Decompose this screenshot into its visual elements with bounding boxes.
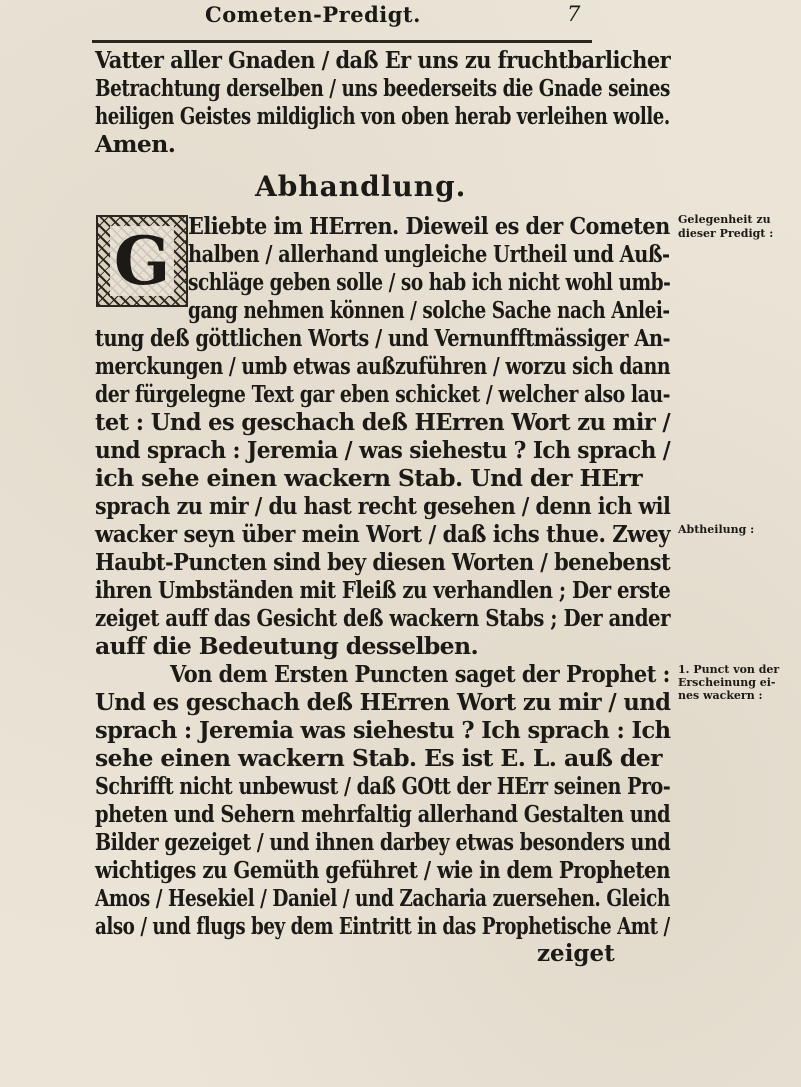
text-line: ihren Umbständen mit Fleiß zu verhandlen ; Der erste <box>95 576 671 604</box>
text-line: wichtiges zu Gemüth geführet / wie in dem Propheten <box>95 856 671 884</box>
margin-note: nes wackern : <box>678 689 763 702</box>
margin-note: 1. Punct von der <box>678 663 780 676</box>
text-line: Bilder gezeiget / und ihnen darbey etwas besonders und <box>95 828 671 856</box>
text-line: sehe einen wackern Stab. Es ist E. L. auß der <box>95 744 662 772</box>
running-header-title: Cometen-Predigt. <box>205 2 421 27</box>
text-line: merckungen / umb etwas außzuführen / worzu sich dann <box>95 352 671 380</box>
text-line: Vatter aller Gnaden / daß Er uns zu fruchtbarlicher <box>95 46 671 74</box>
text-line: tet : Und es geschach deß HErren Wort zu mir / <box>95 408 671 436</box>
text-line: wacker seyn über mein Wort / daß ichs thue. Zwey <box>95 520 670 548</box>
margin-note: Erscheinung ei- <box>678 676 776 689</box>
text-line: ich sehe einen wackern Stab. Und der HErr <box>95 464 642 492</box>
text-line: halben / allerhand ungleiche Urtheil und Auß- <box>188 240 670 268</box>
text-line: sprach zu mir / du hast recht gesehen / denn ich wil <box>95 492 671 520</box>
text-line: der fürgelegne Text gar eben schicket / welcher also lau- <box>95 380 670 408</box>
drop-cap-letter: G <box>110 226 174 296</box>
header-rule <box>92 40 592 43</box>
margin-note: dieser Predigt : <box>678 227 774 240</box>
text-line: sprach : Jeremia was siehestu ? Ich sprach : Ich <box>95 716 671 744</box>
text-line: Von dem Ersten Puncten saget der Prophet : <box>170 660 670 688</box>
text-line: tung deß göttlichen Worts / und Vernunfftmässiger An- <box>95 324 671 352</box>
text-line: also / und flugs bey dem Eintritt in das Prophetische Amt / <box>95 912 670 940</box>
text-line: Und es geschach deß HErren Wort zu mir / und <box>95 688 671 716</box>
text-line: Betrachtung derselben / uns beederseits die Gnade seines <box>95 74 670 102</box>
text-line: und sprach : Jeremia / was siehestu ? Ich sprach / <box>95 436 671 464</box>
section-heading: Abhandlung. <box>255 170 467 203</box>
margin-note: Gelegenheit zu <box>678 213 771 226</box>
ornamental-drop-cap <box>96 215 188 307</box>
text-line: pheten und Sehern mehrfaltig allerhand Gestalten und <box>95 800 671 828</box>
text-line: auff die Bedeutung desselben. <box>95 632 479 660</box>
catchword: zeiget <box>537 940 615 967</box>
text-line: Eliebte im HErren. Dieweil es der Cometen <box>188 212 670 240</box>
text-line: zeiget auff das Gesicht deß wackern Stabs ; Der ander <box>95 604 671 632</box>
text-line: gang nehmen können / solche Sache nach Anlei- <box>188 296 670 324</box>
margin-note: Abtheilung : <box>678 523 755 536</box>
text-line: Amos / Hesekiel / Daniel / und Zacharia zuersehen. Gleich <box>95 884 670 912</box>
text-line: Schrifft nicht unbewust / daß GOtt der HErr seinen Pro- <box>95 772 671 800</box>
text-line: heiligen Geistes mildiglich von oben herab verleihen wolle. <box>95 102 670 130</box>
text-line: schläge geben solle / so hab ich nicht wohl umb- <box>188 268 671 296</box>
page-number: 7 <box>567 2 581 26</box>
text-line: Haubt-Puncten sind bey diesen Worten / benebenst <box>95 548 671 576</box>
text-line: Amen. <box>95 130 176 158</box>
